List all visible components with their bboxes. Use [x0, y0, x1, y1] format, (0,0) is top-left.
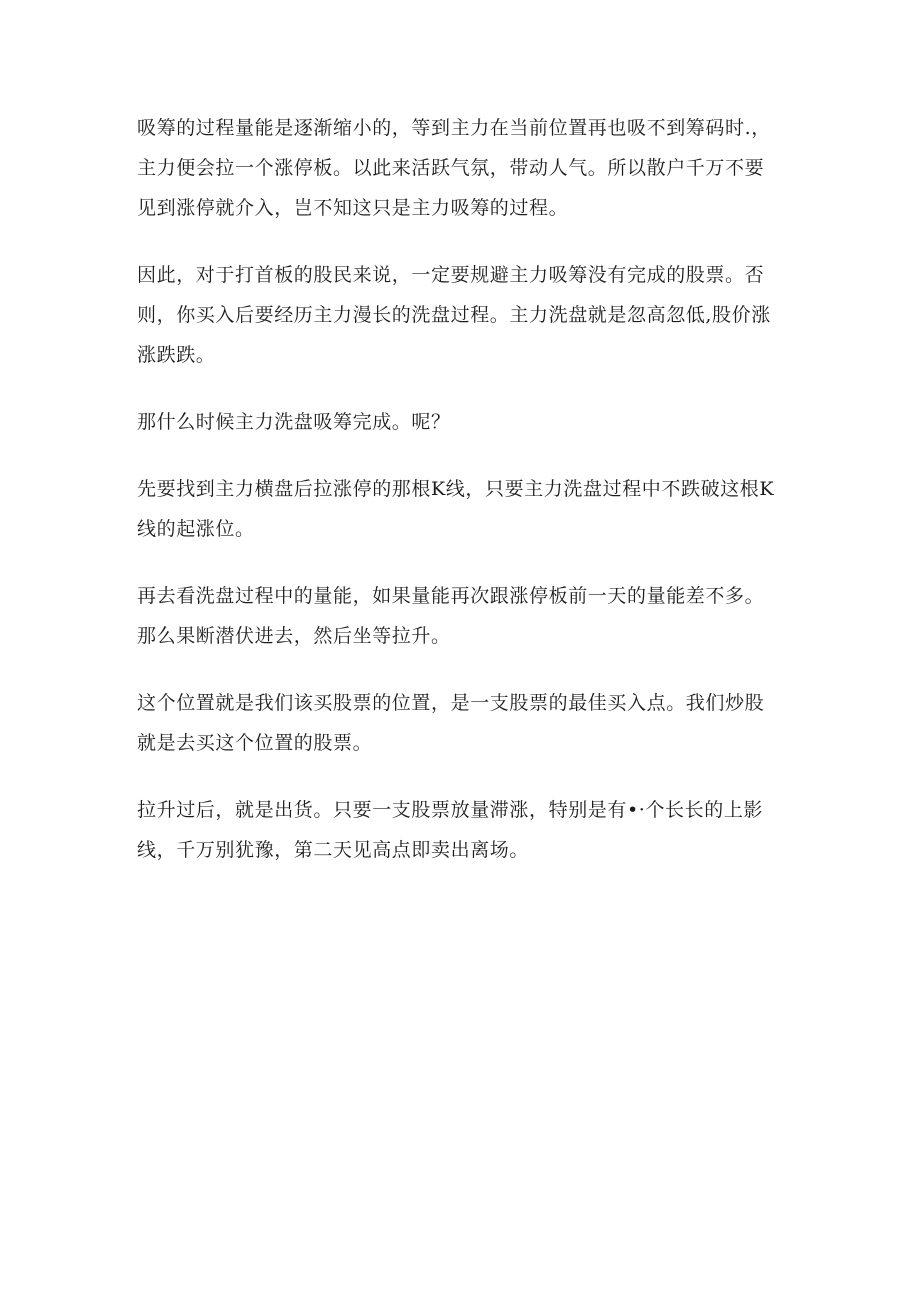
paragraph-6-line-1: 这个位置就是我们该买股票的位置，是一支股票的最佳买入点。我们炒股	[137, 692, 765, 714]
paragraph-5-line-1: 再去看洗盘过程中的量能，如果量能再次跟涨停板前一天的量能差不多。	[137, 585, 765, 607]
paragraph-4-line-2: 线的起涨位。	[137, 518, 255, 540]
paragraph-4-line-1: 先要找到主力横盘后拉涨停的那根K线，只要主力洗盘过程中不跌破这根K	[137, 478, 775, 500]
paragraph-2-line-3: 涨跌跌。	[137, 344, 216, 366]
paragraph-1-line-1: 吸筹的过程量能是逐渐缩小的，等到主力在当前位置再也吸不到筹码时.，	[137, 117, 771, 139]
paragraph-5	[137, 576, 787, 656]
paragraph-7-line-2: 线，千万别犹豫，第二天见高点即卖出离场。	[137, 839, 530, 861]
paragraph-6	[137, 683, 787, 763]
paragraph-3	[137, 402, 787, 442]
paragraph-2-line-1: 因此，对于打首板的股民来说，一定要规避主力吸筹没有完成的股票。否	[137, 264, 765, 286]
paragraph-1-line-2: 主力便会拉一个涨停板。以此来活跃气氛，带动人气。所以散户千万不要	[137, 157, 765, 179]
paragraph-3-line-1: 那什么时候主力洗盘吸筹完成。呢？	[137, 411, 451, 433]
paragraph-4	[137, 469, 787, 549]
document-body	[137, 108, 787, 897]
paragraph-1	[137, 108, 787, 228]
paragraph-6-line-2: 就是去买这个位置的股票。	[137, 732, 373, 754]
paragraph-7	[137, 790, 787, 870]
paragraph-1-line-3: 见到涨停就介入，岂不知这只是主力吸筹的过程。	[137, 197, 569, 219]
paragraph-2	[137, 255, 787, 375]
paragraph-2-line-2: 则，你买入后要经历主力漫长的洗盘过程。主力洗盘就是忽高忽低,股价涨	[137, 304, 771, 326]
paragraph-7-line-1: 拉升过后，就是出货。只要一支股票放量滞涨，特别是有•·个长长的上影	[137, 799, 764, 821]
paragraph-5-line-2: 那么果断潜伏进去，然后坐等拉升。	[137, 625, 451, 647]
